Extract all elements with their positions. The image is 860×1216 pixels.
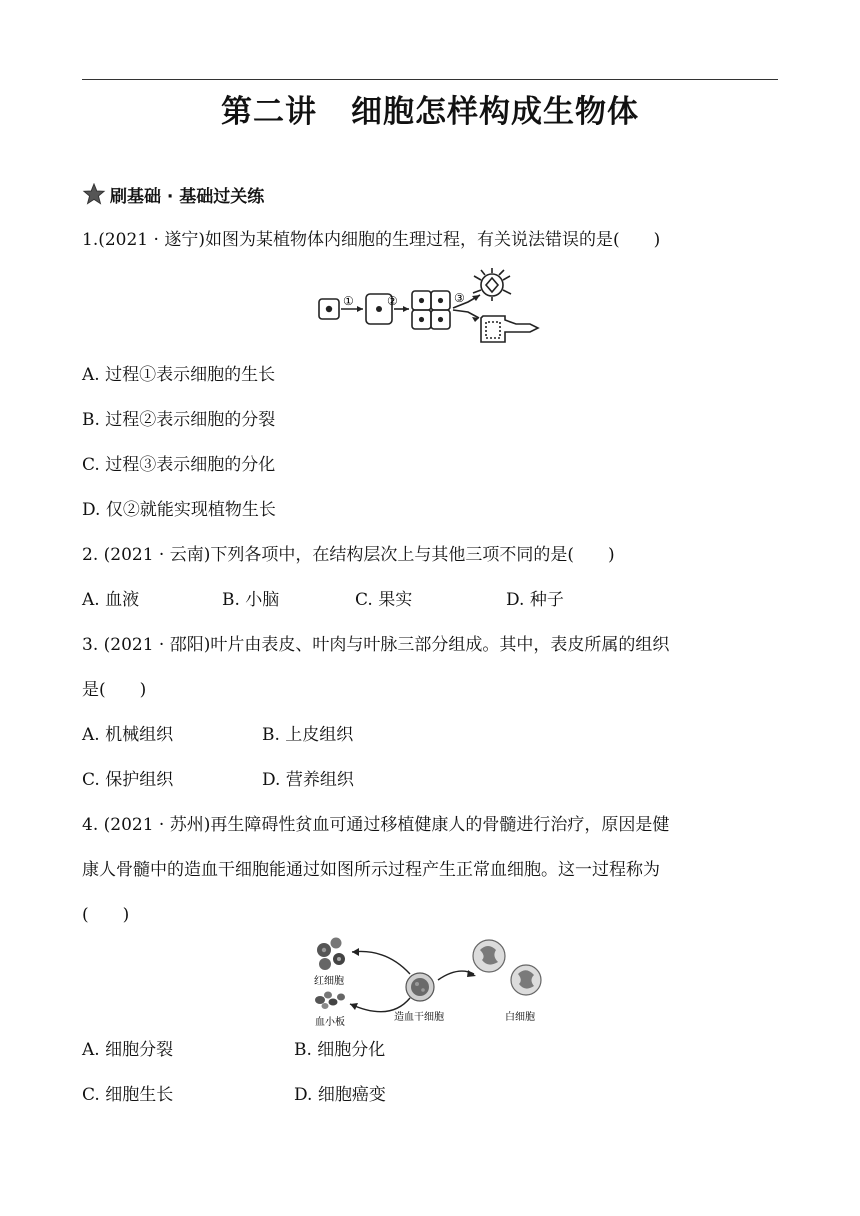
question-3-stem-line-2: 是( ) bbox=[82, 680, 147, 700]
q1-option-a: A. 过程①表示细胞的生长 bbox=[82, 365, 276, 385]
star-icon bbox=[82, 183, 106, 205]
q4-option-b: B. 细胞分化 bbox=[294, 1040, 386, 1060]
q1-option-b: B. 过程②表示细胞的分裂 bbox=[82, 410, 276, 430]
red-blood-cells-picture bbox=[317, 938, 345, 971]
question-4-stem-line-2: 康人骨髓中的造血干细胞能通过如图所示过程产生正常血细胞。这一过程称为 bbox=[82, 860, 660, 880]
plant-cell-process-figure bbox=[316, 268, 546, 348]
white-blood-cells-picture bbox=[473, 940, 541, 995]
question-2-stem: 2. (2021 · 云南)下列各项中，在结构层次上与其他三项不同的是( ) bbox=[82, 545, 615, 565]
q2-option-b: B. 小脑 bbox=[222, 590, 280, 610]
platelets-picture bbox=[315, 992, 345, 1010]
q2-option-c: C. 果实 bbox=[355, 590, 413, 610]
q3-option-b: B. 上皮组织 bbox=[262, 725, 354, 745]
q3-option-c: C. 保护组织 bbox=[82, 770, 174, 790]
question-1-stem: 1.(2021 · 遂宁)如图为某植物体内细胞的生理过程，有关说法错误的是( ) bbox=[82, 230, 661, 250]
question-3-stem-line-1: 3. (2021 · 邵阳)叶片由表皮、叶肉与叶脉三部分组成。其中，表皮所属的组织 bbox=[82, 635, 670, 655]
q1-option-d: D. 仅②就能实现植物生长 bbox=[82, 500, 276, 520]
q3-option-d: D. 营养组织 bbox=[262, 770, 354, 790]
q4-option-c: C. 细胞生长 bbox=[82, 1085, 174, 1105]
stem-cell-picture bbox=[406, 973, 434, 1001]
q1-option-c: C. 过程③表示细胞的分化 bbox=[82, 455, 276, 475]
section-heading bbox=[82, 180, 264, 208]
section-label: 刷基础 · 基础过关练 bbox=[110, 186, 265, 207]
q4-option-d: D. 细胞癌变 bbox=[294, 1085, 386, 1105]
title-lesson-number: 第二讲 bbox=[221, 94, 317, 130]
q2-option-d: D. 种子 bbox=[506, 590, 564, 610]
title-lesson-topic: 细胞怎样构成生物体 bbox=[351, 94, 639, 130]
q2-option-a: A. 血液 bbox=[82, 590, 140, 610]
label-stem-cell: 造血干细胞 bbox=[394, 1012, 444, 1023]
label-platelet: 血小板 bbox=[315, 1017, 345, 1028]
q3-option-a: A. 机械组织 bbox=[82, 725, 174, 745]
question-4-stem-line-1: 4. (2021 · 苏州)再生障碍性贫血可通过移植健康人的骨髓进行治疗，原因是健 bbox=[82, 815, 670, 835]
page-title bbox=[0, 86, 860, 131]
step-1-label: ① bbox=[343, 294, 354, 308]
blood-cell-differentiation-figure bbox=[306, 934, 556, 1030]
header-rule bbox=[82, 79, 778, 80]
step-3-label: ③ bbox=[454, 291, 465, 305]
step-2-label: ② bbox=[387, 294, 398, 308]
label-white-blood-cell: 白细胞 bbox=[505, 1012, 535, 1023]
label-red-blood-cell: 红细胞 bbox=[314, 976, 344, 987]
q4-option-a: A. 细胞分裂 bbox=[82, 1040, 174, 1060]
question-4-stem-line-3: ( ) bbox=[82, 905, 130, 925]
